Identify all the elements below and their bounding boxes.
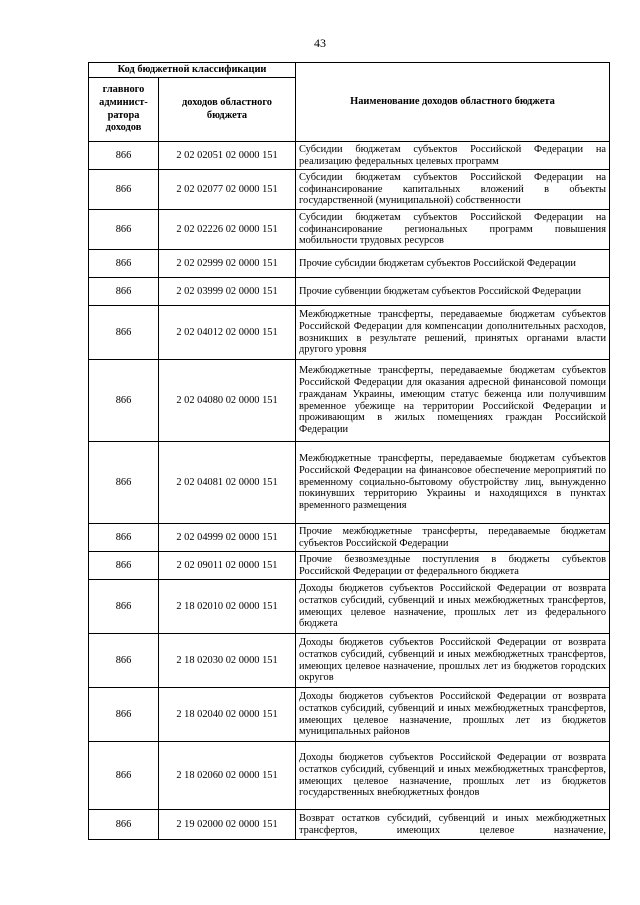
revenue-name-cell: Возврат остатков субсидий, субвенций и иных межбюджетных трансфертов, имеющих целевое назначение, xyxy=(296,810,610,840)
revenue-code-cell: 2 18 02010 02 0000 151 xyxy=(159,580,296,634)
revenue-name-cell: Доходы бюджетов субъектов Российской Федерации от возврата остатков субсидий, субвенций и иных межбюджетных трансфертов, имеющих целевое назначение, прошлых лет из бюджетов городских округов xyxy=(296,634,610,688)
revenue-code-cell: 2 18 02030 02 0000 151 xyxy=(159,634,296,688)
admin-code-cell: 866 xyxy=(89,810,159,840)
admin-code-cell: 866 xyxy=(89,552,159,580)
table-body xyxy=(89,142,610,840)
header-chief-administrator: главного админист-ратора доходов xyxy=(89,78,159,142)
revenue-code-cell: 2 02 03999 02 0000 151 xyxy=(159,278,296,306)
revenue-name-cell: Доходы бюджетов субъектов Российской Федерации от возврата остатков субсидий, субвенций и иных межбюджетных трансфертов, имеющих целевое назначение, прошлых лет из федерального бюджета xyxy=(296,580,610,634)
revenue-name-cell: Прочие субсидии бюджетам субъектов Российской Федерации xyxy=(296,250,610,278)
revenue-code-cell: 2 02 04999 02 0000 151 xyxy=(159,524,296,552)
revenue-code-cell: 2 02 02077 02 0000 151 xyxy=(159,170,296,210)
revenue-code-cell: 2 18 02040 02 0000 151 xyxy=(159,688,296,742)
revenue-name-cell: Межбюджетные трансферты, передаваемые бюджетам субъектов Российской Федерации на финансовое обеспечение мероприятий по временному социально-бытовому обустройству лиц, вынужденно покинувших территорию Украины и находящихся в пунктах временного размещения xyxy=(296,442,610,524)
revenue-code-cell: 2 19 02000 02 0000 151 xyxy=(159,810,296,840)
table-row xyxy=(89,306,610,360)
table-row xyxy=(89,142,610,170)
table-row xyxy=(89,360,610,442)
admin-code-cell: 866 xyxy=(89,360,159,442)
admin-code-cell: 866 xyxy=(89,442,159,524)
header-revenue-name: Наименование доходов областного бюджета xyxy=(296,63,610,142)
admin-code-cell: 866 xyxy=(89,250,159,278)
table-row xyxy=(89,580,610,634)
revenue-name-cell: Прочие межбюджетные трансферты, передаваемые бюджетам субъектов Российской Федерации xyxy=(296,524,610,552)
admin-code-cell: 866 xyxy=(89,634,159,688)
revenue-code-cell: 2 02 09011 02 0000 151 xyxy=(159,552,296,580)
revenue-name-cell: Межбюджетные трансферты, передаваемые бюджетам субъектов Российской Федерации для оказания адресной финансовой помощи гражданам Украины, имеющим статус беженца или получившим временное убежище на территории Российской Федерации и проживающим в жилых помещениях граждан Российской Федерации xyxy=(296,360,610,442)
header-budget-classification-code: Код бюджетной классификации xyxy=(89,63,296,78)
table-row xyxy=(89,250,610,278)
table-row xyxy=(89,688,610,742)
page-number: 43 xyxy=(314,36,326,50)
table-row xyxy=(89,742,610,810)
admin-code-cell: 866 xyxy=(89,580,159,634)
revenue-name-cell: Доходы бюджетов субъектов Российской Федерации от возврата остатков субсидий, субвенций и иных межбюджетных трансфертов, имеющих целевое назначение, прошлых лет из бюджетов муниципальных районов xyxy=(296,688,610,742)
table-row xyxy=(89,634,610,688)
revenue-code-cell: 2 02 02051 02 0000 151 xyxy=(159,142,296,170)
revenue-code-cell: 2 02 04081 02 0000 151 xyxy=(159,442,296,524)
admin-code-cell: 866 xyxy=(89,306,159,360)
table-row xyxy=(89,810,610,840)
admin-code-cell: 866 xyxy=(89,170,159,210)
revenue-name-cell: Межбюджетные трансферты, передаваемые бюджетам субъектов Российской Федерации для компенсации дополнительных расходов, возникших в результате решений, принятых органами власти другого уровня xyxy=(296,306,610,360)
revenue-code-cell: 2 02 02226 02 0000 151 xyxy=(159,210,296,250)
revenue-code-cell: 2 02 04080 02 0000 151 xyxy=(159,360,296,442)
revenue-code-cell: 2 02 04012 02 0000 151 xyxy=(159,306,296,360)
revenue-name-cell: Субсидии бюджетам субъектов Российской Федерации на софинансирование капитальных вложений в объекты государственной (муниципальной) собственности xyxy=(296,170,610,210)
admin-code-cell: 866 xyxy=(89,742,159,810)
table-row xyxy=(89,210,610,250)
admin-code-cell: 866 xyxy=(89,524,159,552)
admin-code-cell: 866 xyxy=(89,210,159,250)
table-row xyxy=(89,170,610,210)
revenue-name-cell: Субсидии бюджетам субъектов Российской Федерации на софинансирование региональных программ повышения мобильности трудовых ресурсов xyxy=(296,210,610,250)
admin-code-cell: 866 xyxy=(89,142,159,170)
budget-classification-table xyxy=(88,62,610,840)
admin-code-cell: 866 xyxy=(89,688,159,742)
table-row xyxy=(89,278,610,306)
revenue-code-cell: 2 18 02060 02 0000 151 xyxy=(159,742,296,810)
revenue-name-cell: Прочие безвозмездные поступления в бюджеты субъектов Российской Федерации от федерального бюджета xyxy=(296,552,610,580)
header-regional-revenue: доходов областного бюджета xyxy=(159,78,296,142)
table-row xyxy=(89,552,610,580)
revenue-name-cell: Субсидии бюджетам субъектов Российской Федерации на реализацию федеральных целевых программ xyxy=(296,142,610,170)
revenue-name-cell: Доходы бюджетов субъектов Российской Федерации от возврата остатков субсидий, субвенций и иных межбюджетных трансфертов, имеющих целевое назначение, прошлых лет из бюджетов государственных внебюджетных фондов xyxy=(296,742,610,810)
revenue-code-cell: 2 02 02999 02 0000 151 xyxy=(159,250,296,278)
admin-code-cell: 866 xyxy=(89,278,159,306)
table-row xyxy=(89,442,610,524)
table-row xyxy=(89,524,610,552)
revenue-name-cell: Прочие субвенции бюджетам субъектов Российской Федерации xyxy=(296,278,610,306)
